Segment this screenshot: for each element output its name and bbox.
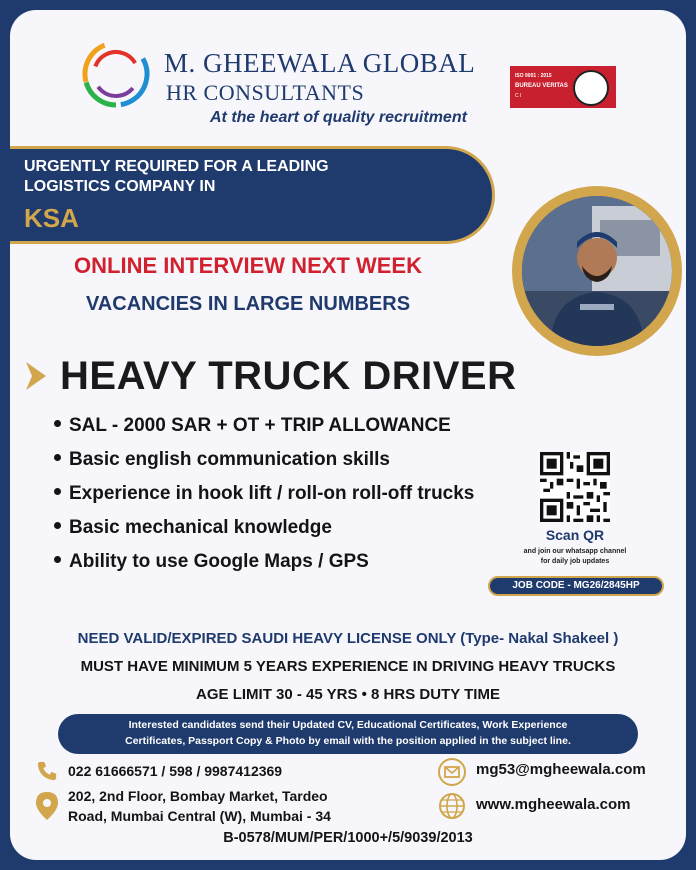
job-title: HEAVY TRUCK DRIVER — [60, 354, 517, 398]
vacancies-notice: VACANCIES IN LARGE NUMBERS — [85, 293, 411, 315]
cert-line-2: BUREAU VERITAS — [515, 83, 568, 89]
driver-illustration-icon — [522, 196, 672, 346]
requirement-item — [54, 415, 451, 437]
requirement-text: Basic mechanical knowledge — [69, 517, 332, 538]
driver-photo — [522, 196, 672, 346]
requirement-text: SAL - 2000 SAR + OT + TRIP ALLOWANCE — [69, 415, 451, 436]
license-requirement: NEED VALID/EXPIRED SAUDI HEAVY LICENSE ONLY (Type- Nakal Shakeel ) — [77, 630, 619, 647]
qr-note-line-1: and join our whatsapp channel — [523, 548, 627, 555]
chevron-right-icon — [24, 362, 46, 390]
globe-icon — [438, 792, 466, 820]
job-code-badge: JOB CODE - MG26/2845HP — [488, 576, 664, 596]
age-duty-requirement: AGE LIMIT 30 - 45 YRS • 8 HRS DUTY TIME — [196, 686, 500, 703]
requirement-text: Basic english communication skills — [69, 449, 390, 470]
scan-qr-label: Scan QR — [545, 527, 605, 543]
bullet-icon — [54, 556, 61, 563]
requirement-text: Experience in hook lift / roll-on roll-off trucks — [69, 483, 475, 504]
company-subtitle: HR CONSULTANTS — [166, 80, 365, 105]
banner-country: KSA — [24, 203, 79, 233]
bullet-icon — [54, 420, 61, 427]
license-number: B-0578/MUM/PER/1000+/5/9039/2013 — [223, 830, 473, 846]
requirement-item — [54, 551, 369, 573]
cert-line-3: C I — [515, 93, 522, 99]
address-line-2: Road, Mumbai Central (W), Mumbai - 34 — [68, 808, 331, 824]
location-pin-icon — [36, 792, 58, 820]
apply-line-1: Interested candidates send their Updated CV, Educational Certificates, Work Experience — [128, 719, 568, 731]
qr-code-icon[interactable] — [540, 452, 610, 522]
job-poster — [10, 10, 686, 860]
company-logo-icon — [80, 38, 152, 110]
phone-icon — [36, 760, 58, 782]
cert-line-1: ISO 9001 : 2015 — [515, 73, 552, 79]
banner-line-1: URGENTLY REQUIRED FOR A LEADING — [24, 158, 329, 175]
urgent-banner — [10, 146, 495, 244]
email-icon — [438, 758, 466, 786]
requirement-item — [54, 517, 332, 539]
bullet-icon — [54, 522, 61, 529]
bureau-veritas-seal-icon — [573, 70, 609, 106]
bullet-icon — [54, 454, 61, 461]
interview-notice: ONLINE INTERVIEW NEXT WEEK — [74, 253, 422, 278]
address-line-1: 202, 2nd Floor, Bombay Market, Tardeo — [68, 788, 328, 804]
company-name: M. GHEEWALA GLOBAL — [164, 48, 476, 78]
company-tagline: At the heart of quality recruitment — [210, 109, 467, 126]
iso-certification-badge — [510, 66, 616, 108]
requirement-item — [54, 449, 390, 471]
requirement-text: Ability to use Google Maps / GPS — [69, 551, 369, 572]
apply-line-2: Certificates, Passport Copy & Photo by email with the position applied in the subject line. — [125, 735, 571, 747]
qr-note-line-2: for daily job updates — [540, 558, 610, 565]
experience-requirement: MUST HAVE MINIMUM 5 YEARS EXPERIENCE IN DRIVING HEAVY TRUCKS — [80, 658, 616, 675]
requirement-item — [54, 483, 474, 505]
banner-line-2: LOGISTICS COMPANY IN — [24, 178, 216, 195]
application-instructions — [58, 714, 638, 754]
bullet-icon — [54, 488, 61, 495]
website-link[interactable]: www.mgheewala.com — [476, 796, 631, 813]
email-link[interactable]: mg53@mgheewala.com — [476, 761, 646, 778]
phone-numbers[interactable]: 022 61666571 / 598 / 9987412369 — [68, 763, 283, 779]
